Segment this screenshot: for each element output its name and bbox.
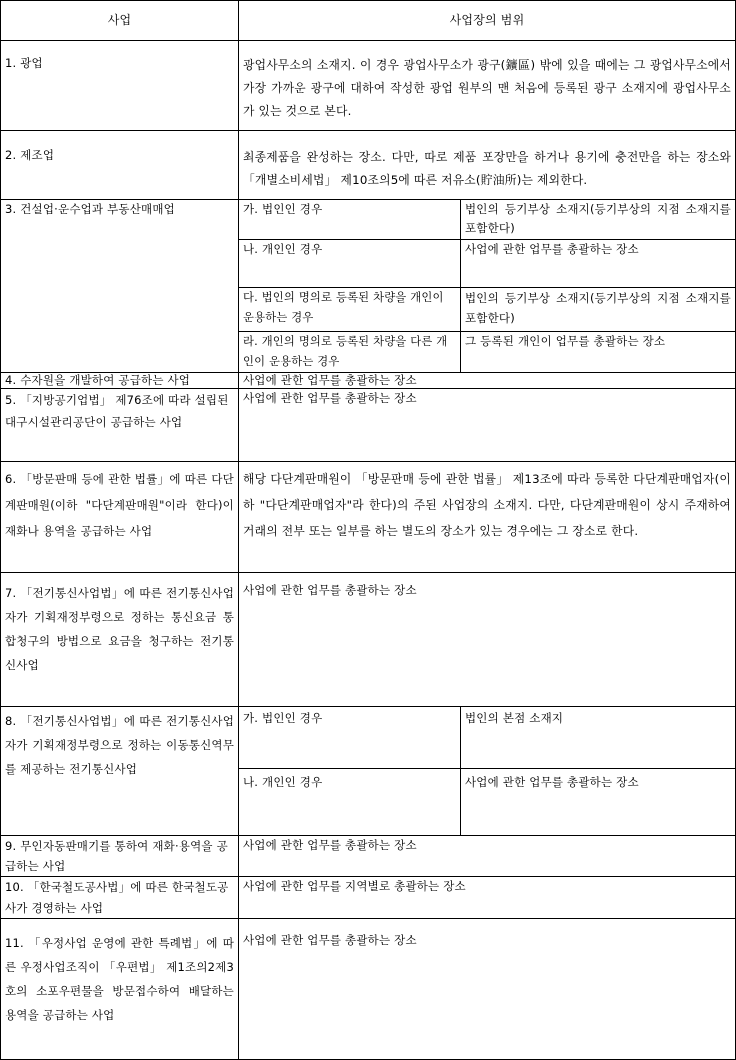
sub-place-mobile-corporate: 법인의 본점 소재지 [465,711,564,725]
scope-postal-service: 사업에 관한 업무를 총괄하는 장소 [243,933,417,947]
business-vending-machine: 9. 무인자동판매기를 통하여 재화·용역을 공급하는 사업 [5,839,228,873]
sub-case-corporate-vehicle: 다. 법인의 명의로 등록된 차량을 개인이 운용하는 경우 [243,291,444,324]
scope-vending-machine: 사업에 관한 업무를 총괄하는 장소 [243,838,417,852]
scope-manufacturing: 최종제품을 완성하는 장소. 다만, 따로 제품 포장만을 하거나 용기에 충전만을 하는 장소와 「개별소비세법」 제10조의5에 따른 저유소(貯油所)는 제외한다. [243,150,731,187]
sub-place-mobile-individual: 사업에 관한 업무를 총괄하는 장소 [465,775,639,789]
sub-case-individual: 나. 개인인 경우 [243,242,323,256]
business-direct-sales: 6. 「방문판매 등에 관한 법률」에 따른 다단계판매원(이하 "다단계판매원"이라 한다)이 재화나 용역을 공급하는 사업 [5,472,234,538]
sub-place-corporate: 법인의 등기부상 소재지(등기부상의 지점 소재지를 포함한다) [465,202,731,235]
scope-korail: 사업에 관한 업무를 지역별로 총괄하는 장소 [243,879,466,893]
scope-mining: 광업사무소의 소재지. 이 경우 광업사무소가 광구(鑛區) 밖에 있을 때에는 그 광업사무소에서 가장 가까운 광구에 대하여 작성한 광업 원부의 맨 처음에 등록된 광구 소재지에 광업사무소가 있는 것으로 본다. [243,58,731,118]
sub-case-corporate: 가. 법인인 경우 [243,202,323,216]
scope-direct-sales: 해당 다단계판매원이 「방문판매 등에 관한 법률」 제13조에 따라 등록한 다단계판매업자(이하 "다단계판매업자"라 한다)의 주된 사업장의 소재지. 다만, 다단계판매원이 상시 주재하여 거래의 전부 또는 일부를 하는 별도의 장소가 있는 경우에는 그 장소로 한다. [243,472,731,538]
header-business: 사업 [107,13,132,27]
scope-daegu-facilities: 사업에 관한 업무를 총괄하는 장소 [243,391,417,405]
business-construction: 3. 건설업·운수업과 부동산매매업 [5,202,175,216]
sub-place-individual-vehicle: 그 등록된 개인이 업무를 총괄하는 장소 [465,334,666,348]
business-mobile-telecom: 8. 「전기통신사업법」에 따른 전기통신사업자가 기획재정부령으로 정하는 이동통신역무를 제공하는 전기통신사업 [5,714,234,776]
sub-case-mobile-individual: 나. 개인인 경우 [243,775,323,789]
business-mining: 1. 광업 [5,56,43,70]
business-daegu-facilities: 5. 「지방공기업법」 제76조에 따라 설립된 대구시설관리공단이 공급하는 사업 [5,393,229,429]
sub-place-individual: 사업에 관한 업무를 총괄하는 장소 [465,242,639,256]
header-scope: 사업장의 범위 [449,13,525,27]
business-telecom-billing: 7. 「전기통신사업법」에 따른 전기통신사업자가 기획재정부령으로 정하는 통신요금 통합청구의 방법으로 요금을 청구하는 전기통신사업 [5,586,234,672]
scope-telecom-billing: 사업에 관한 업무를 총괄하는 장소 [243,583,417,597]
business-water-resources: 4. 수자원을 개발하여 공급하는 사업 [5,373,191,387]
sub-case-individual-vehicle: 라. 개인의 명의로 등록된 차량을 다른 개인이 운용하는 경우 [243,335,448,368]
business-korail: 10. 「한국철도공사법」에 따른 한국철도공사가 경영하는 사업 [5,880,229,915]
business-manufacturing: 2. 제조업 [5,148,55,162]
sub-place-corporate-vehicle: 법인의 등기부상 소재지(등기부상의 지점 소재지를 포함한다) [465,291,731,325]
sub-case-mobile-corporate: 가. 법인인 경우 [243,711,323,725]
business-postal-service: 11. 「우정사업 운영에 관한 특례법」에 따른 우정사업조직이 「우편법」 제1조의2제3호의 소포우편물을 방문접수하여 배달하는 용역을 공급하는 사업 [5,936,234,1022]
scope-water-resources: 사업에 관한 업무를 총괄하는 장소 [243,373,417,387]
